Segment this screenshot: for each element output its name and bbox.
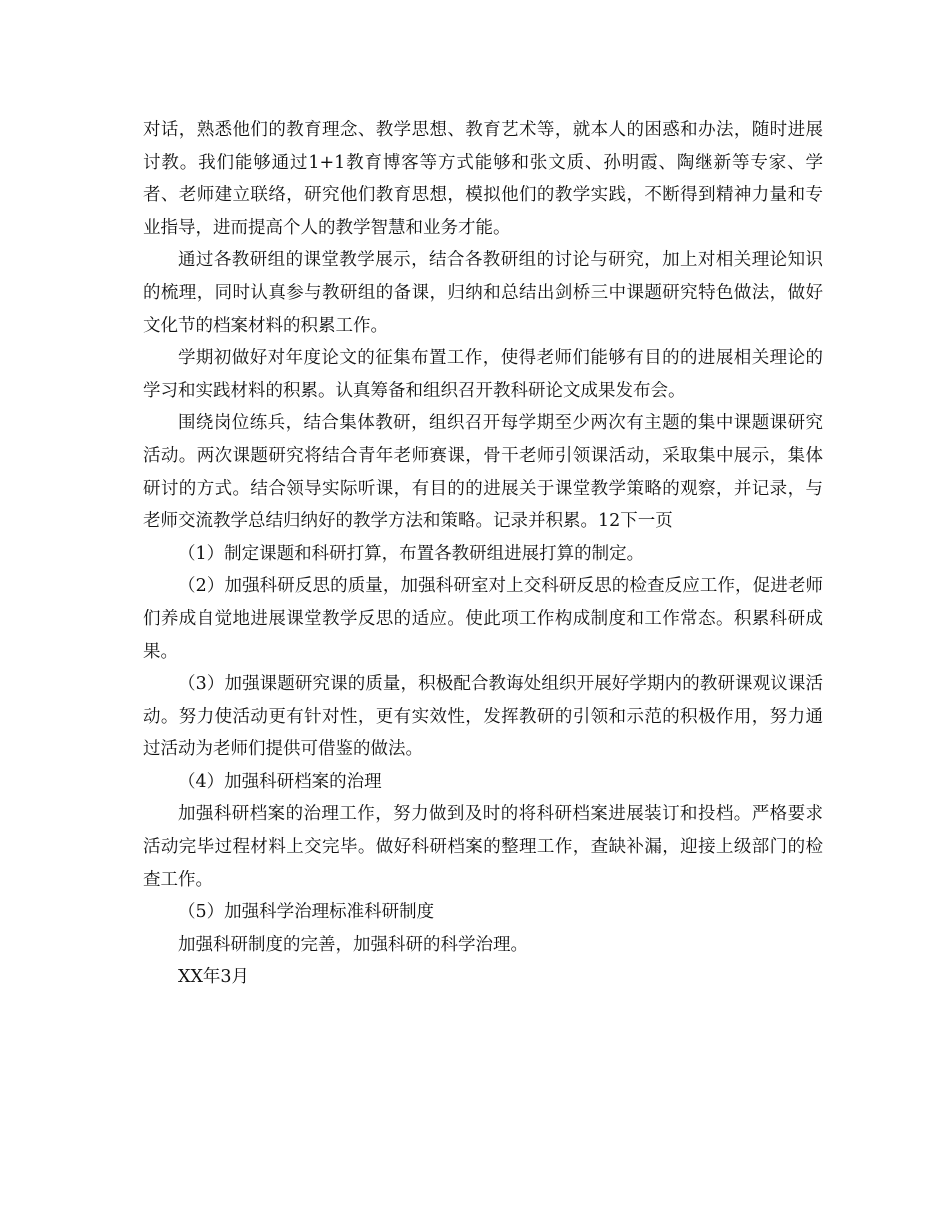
paragraph: 通过各教研组的课堂教学展示，结合各教研组的讨论与研究，加上对相关理论知识的梳理，同时认真参与教研组的备课，归纳和总结出剑桥三中课题研究特色做法，做好文化节的档案材料的积累工作。 <box>143 250 823 336</box>
paragraph: 围绕岗位练兵，结合集体教研，组织召开每学期至少两次有主题的集中课题课研究活动。两次课题研究将结合青年老师赛课，骨干老师引领课活动，采取集中展示，集体研讨的方式。结合领导实际听课，有目的的进展关于课堂教学策略的观察，并记录，与老师交流教学总结归纳好的教学方法和策略。记录并积累。12下一页 <box>143 413 823 532</box>
list-item: （3）加强课题研究课的质量，积极配合教诲处组织开展好学期内的教研课观议课活动。努力使活动更有针对性，更有实效性，发挥教研的引领和示范的积极作用，努力通过活动为老师们提供可借鉴的做法。 <box>143 674 823 760</box>
paragraph: 加强科研档案的治理工作，努力做到及时的将科研档案进展装订和投档。严格要求活动完毕过程材料上交完毕。做好科研档案的整理工作，查缺补漏，迎接上级部门的检查工作。 <box>143 804 823 890</box>
paragraph: 对话，熟悉他们的教育理念、教学思想、教育艺术等，就本人的困惑和办法，随时进展讨教。我们能够通过1+1教育博客等方式能够和张文质、孙明霞、陶继新等专家、学者、老师建立联络，研究他们教育思想，模拟他们的教学实践，不断得到精神力量和专业指导，进而提高个人的教学智慧和业务才能。 <box>143 120 823 238</box>
list-item: （2）加强科研反思的质量，加强科研室对上交科研反思的检查反应工作，促进老师们养成自觉地进展课堂教学反思的适应。使此项工作构成制度和工作常态。积累科研成果。 <box>143 576 823 662</box>
document-date: XX年3月 <box>178 967 250 988</box>
document-body <box>143 114 823 994</box>
paragraph: 加强科研制度的完善，加强科研的科学治理。 <box>178 934 528 955</box>
section-heading: （5）加强科学治理标准科研制度 <box>178 902 435 923</box>
paragraph: 学期初做好对年度论文的征集布置工作，使得老师们能够有目的的进展相关理论的学习和实践材料的积累。认真筹备和组织召开教科研论文成果发布会。 <box>143 348 823 401</box>
list-item: （1）制定课题和科研打算，布置各教研组进展打算的制定。 <box>178 543 645 564</box>
section-heading: （4）加强科研档案的治理 <box>178 771 382 792</box>
